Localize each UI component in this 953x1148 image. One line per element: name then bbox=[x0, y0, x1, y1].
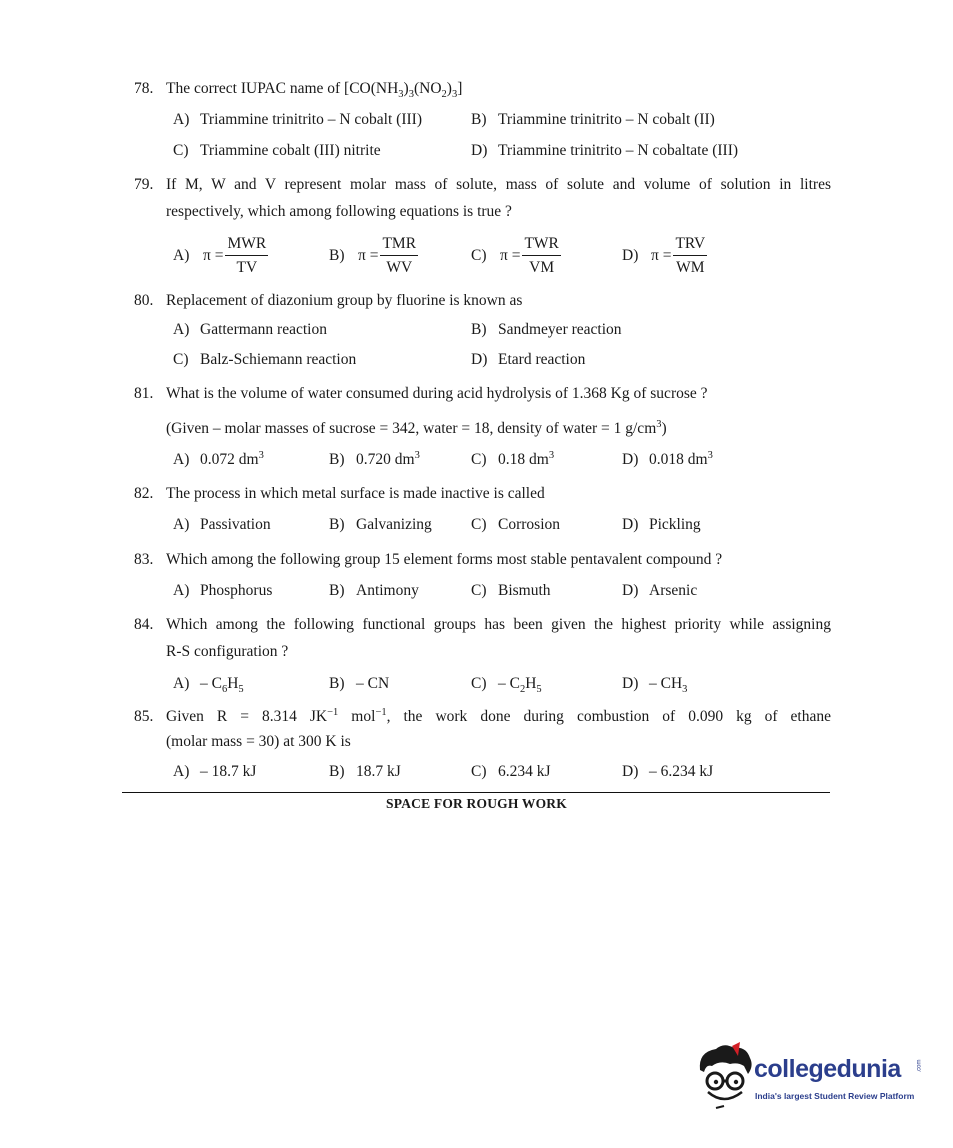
question-82-text: The process in which metal surface is made inactive is called bbox=[166, 485, 545, 502]
question-81-text-line-2: (Given – molar masses of sucrose = 342, water = 18, density of water = 1 $g/cm^3$) bbox=[166, 418, 667, 437]
q79-option-b[interactable]: B) π = $\frac{\text{TMR}}{WV}$ bbox=[329, 235, 417, 276]
q84-option-b[interactable]: B) – CN bbox=[329, 675, 390, 692]
collegedunia-tagline: India's largest Student Review Platform bbox=[755, 1091, 915, 1101]
question-79-text-line-2: respectively, which among following equations is true ? bbox=[166, 203, 512, 220]
q82-option-a[interactable]: A) Passivation bbox=[173, 516, 271, 533]
q83-option-b[interactable]: B) Antimony bbox=[329, 582, 419, 599]
q85-option-c[interactable]: C) 6.234 kJ bbox=[471, 763, 551, 780]
question-78-number: 78. bbox=[134, 80, 154, 97]
divider-line bbox=[122, 792, 830, 793]
q84-option-a[interactable]: $A) - C_6H_5$ bbox=[173, 675, 244, 696]
q78-option-d[interactable]: D) Triammine trinitrito – N cobaltate (III) bbox=[471, 142, 739, 159]
q84-option-c[interactable]: $C) - C_2H_5$ bbox=[471, 675, 542, 696]
question-81-text-line-1: What is the volume of water consumed during acid hydrolysis of 1.368 Kg of sucrose ? bbox=[166, 385, 708, 402]
question-80-text: Replacement of diazonium group by fluorine is known as bbox=[166, 292, 523, 309]
q78-option-b[interactable]: B) Triammine trinitrito – N cobalt (II) bbox=[471, 111, 715, 128]
q83-option-d[interactable]: D) Arsenic bbox=[622, 582, 698, 599]
student-mascot-icon bbox=[694, 1040, 756, 1115]
q84-option-d[interactable]: $D) - CH_3$ bbox=[622, 675, 688, 696]
collegedunia-wordmark: collegedunia bbox=[754, 1055, 901, 1083]
q82-option-c[interactable]: C) Corrosion bbox=[471, 516, 560, 533]
q81-option-c[interactable]: C) 0.18 $dm^3$ bbox=[471, 449, 555, 468]
q82-option-b[interactable]: B) Galvanizing bbox=[329, 516, 432, 533]
q85-option-a[interactable]: A) – 18.7 kJ bbox=[173, 763, 257, 780]
q83-option-a[interactable]: A) Phosphorus bbox=[173, 582, 273, 599]
question-85-number: 85. bbox=[134, 708, 154, 725]
q85-option-d[interactable]: D) – 6.234 kJ bbox=[622, 763, 714, 780]
q81-option-d[interactable]: D) 0.018 $dm^3$ bbox=[622, 449, 713, 468]
q82-option-d[interactable]: D) Pickling bbox=[622, 516, 701, 533]
q81-option-b[interactable]: B) 0.720 $dm^3$ bbox=[329, 449, 420, 468]
question-85-text-line-2: (molar mass = 30) at 300 K is bbox=[166, 733, 351, 750]
rough-work-label: SPACE FOR ROUGH WORK bbox=[386, 796, 567, 811]
question-83-text: Which among the following group 15 element forms most stable pentavalent compound ? bbox=[166, 551, 723, 568]
q79-option-c[interactable]: C) π = $\frac{\text{TWR}}{VM}$ bbox=[471, 235, 559, 276]
q79-option-a[interactable]: A) π = $\frac{\text{MWR}}{TV}$ bbox=[173, 235, 267, 276]
q80-option-b[interactable]: B) Sandmeyer reaction bbox=[471, 321, 622, 338]
question-83-number: 83. bbox=[134, 551, 154, 568]
question-78-text: The correct IUPAC name of $[CO(NH_3)_3(NO_2)_3]$ bbox=[166, 80, 463, 101]
question-79-text-line-1: If M, W and V represent molar mass of solute, mass of solute and volume of solution in litres bbox=[166, 176, 831, 193]
q80-option-c[interactable]: C) Balz-Schiemann reaction bbox=[173, 351, 357, 368]
q81-option-a[interactable]: A) 0.072 $dm^3$ bbox=[173, 449, 264, 468]
collegedunia-watermark bbox=[694, 1040, 929, 1115]
question-84-text-line-2: R-S configuration ? bbox=[166, 643, 289, 660]
question-82-number: 82. bbox=[134, 485, 154, 502]
question-79-number: 79. bbox=[134, 176, 154, 193]
q85-option-b[interactable]: B) 18.7 kJ bbox=[329, 763, 401, 780]
question-81-number: 81. bbox=[134, 385, 154, 402]
q83-option-c[interactable]: C) Bismuth bbox=[471, 582, 551, 599]
question-85-text-line-1: Given R = 8.314 $JK^{-1}$ mol$^{-1}$, the work done during combustion of 0.090 kg of ethane bbox=[166, 706, 831, 725]
q78-option-a[interactable]: A) Triammine trinitrito – N cobalt (III) bbox=[173, 111, 422, 128]
collegedunia-com-suffix: .com bbox=[916, 1059, 923, 1073]
question-84-text-line-1: Which among the following functional groups has been given the highest priority while assigning bbox=[166, 616, 831, 633]
q78-option-c[interactable]: C) Triammine cobalt (III) nitrite bbox=[173, 142, 381, 159]
question-80-number: 80. bbox=[134, 292, 154, 309]
question-84-number: 84. bbox=[134, 616, 154, 633]
q79-option-d[interactable]: D) π = $\frac{\text{TRV}}{WM}$ bbox=[622, 235, 706, 276]
q80-option-d[interactable]: D) Etard reaction bbox=[471, 351, 586, 368]
q80-option-a[interactable]: A) Gattermann reaction bbox=[173, 321, 327, 338]
